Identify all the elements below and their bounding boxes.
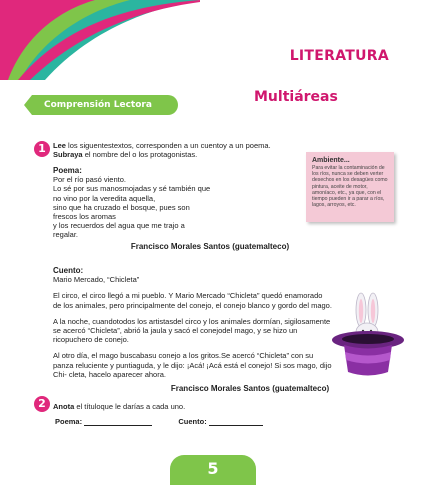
story-line: Al otro día, el mago buscabasu conejo a los gritos.Se acercó “Chicleta” con su [53,351,314,361]
story-line: ricopuchero de conejo. [53,335,129,345]
poem-line: sino que ha cruzado el bosque, pues son [53,202,190,212]
note-body: Para evitar la contaminación de los ríos, nunca se deben verter desechos en los desagües como pintura, aceite de motor, amoníaco, etc., ya que, con el tiempo pueden ir a parar a ríos, lagos, arroyos, etc. [312,165,388,209]
subraya-verb: Subraya [53,150,83,160]
lesson-title: Multiáreas [254,89,338,105]
story-line: El circo, el circo llegó a mi pueblo. Y Mario Mercado “Chicleta” quedó enamorado [53,291,323,301]
poem-line: y los recuerdos del agua que me trajo a [53,221,185,231]
story-line: Chi- cleta, hacelo aparecer ahora. [53,369,166,379]
lee-verb: Lee [53,141,66,150]
activity2-text: el títuloque le darías a cada uno. [74,402,186,411]
story-title-line: Mario Mercado, “Chicleta” [53,275,140,285]
environment-note [306,152,394,222]
story-line: panza reluciente y puntiaguda, y le dijo: ¡Acá! ¡Acá está el conejo! Si sos mago, dijo [53,360,332,370]
anota-verb: Anota [53,402,75,411]
poem-answer-label: Poema: [55,417,83,426]
note-title: Ambiente... [312,157,350,164]
poem-line: regalar. [53,230,79,240]
poem-heading: Poema: [53,166,82,175]
reading-comprehension-badge: Comprensión Lectora [32,95,178,115]
story-heading: Cuento: [53,266,84,275]
activity-number-1: 1 [34,141,50,157]
poem-answer-line[interactable] [84,417,152,426]
story-author: Francisco Morales Santos (guatemalteco) [170,384,330,393]
activity1-line1: los siguentestextos, corresponden a un cuentoy a un poema. [65,141,271,150]
activity2-instructions [53,402,313,411]
answer-lines [55,417,375,426]
poem-line: no vino por la veredita aquella, [53,193,156,203]
corner-decoration [0,0,200,80]
poem-line: Por el río pasó viento. [53,175,126,185]
activity1-line2: el nombre del o los protagonistas. [82,150,198,160]
story-block [53,266,343,379]
poem-line: frescos los aromas [53,212,116,222]
story-line: de los animales, pero principalmente del conejo, el conejo blanco y gordo del mago. [53,300,332,310]
section-title: LITERATURA [289,48,389,64]
story-line: A la noche, cuandotodos los artistasdel circo y los animales dormían, sigilosamente [53,316,331,326]
poem-author: Francisco Morales Santos (guatemalteco) [130,242,290,251]
activity-number-2: 2 [34,396,50,412]
poem-block [53,166,298,240]
page-number: 5 [170,455,256,485]
poem-line: Lo sé por sus manosmojadas y sé también que [53,184,211,194]
story-line: se acercó “Chicleta”, abrió la jaula y sacó el conejodel mago, y se hizo un [53,326,298,336]
activity1-instructions [53,141,303,159]
rabbit-in-hat-illustration [328,290,408,380]
story-answer-line[interactable] [209,417,263,426]
story-answer-label: Cuento: [178,417,207,426]
